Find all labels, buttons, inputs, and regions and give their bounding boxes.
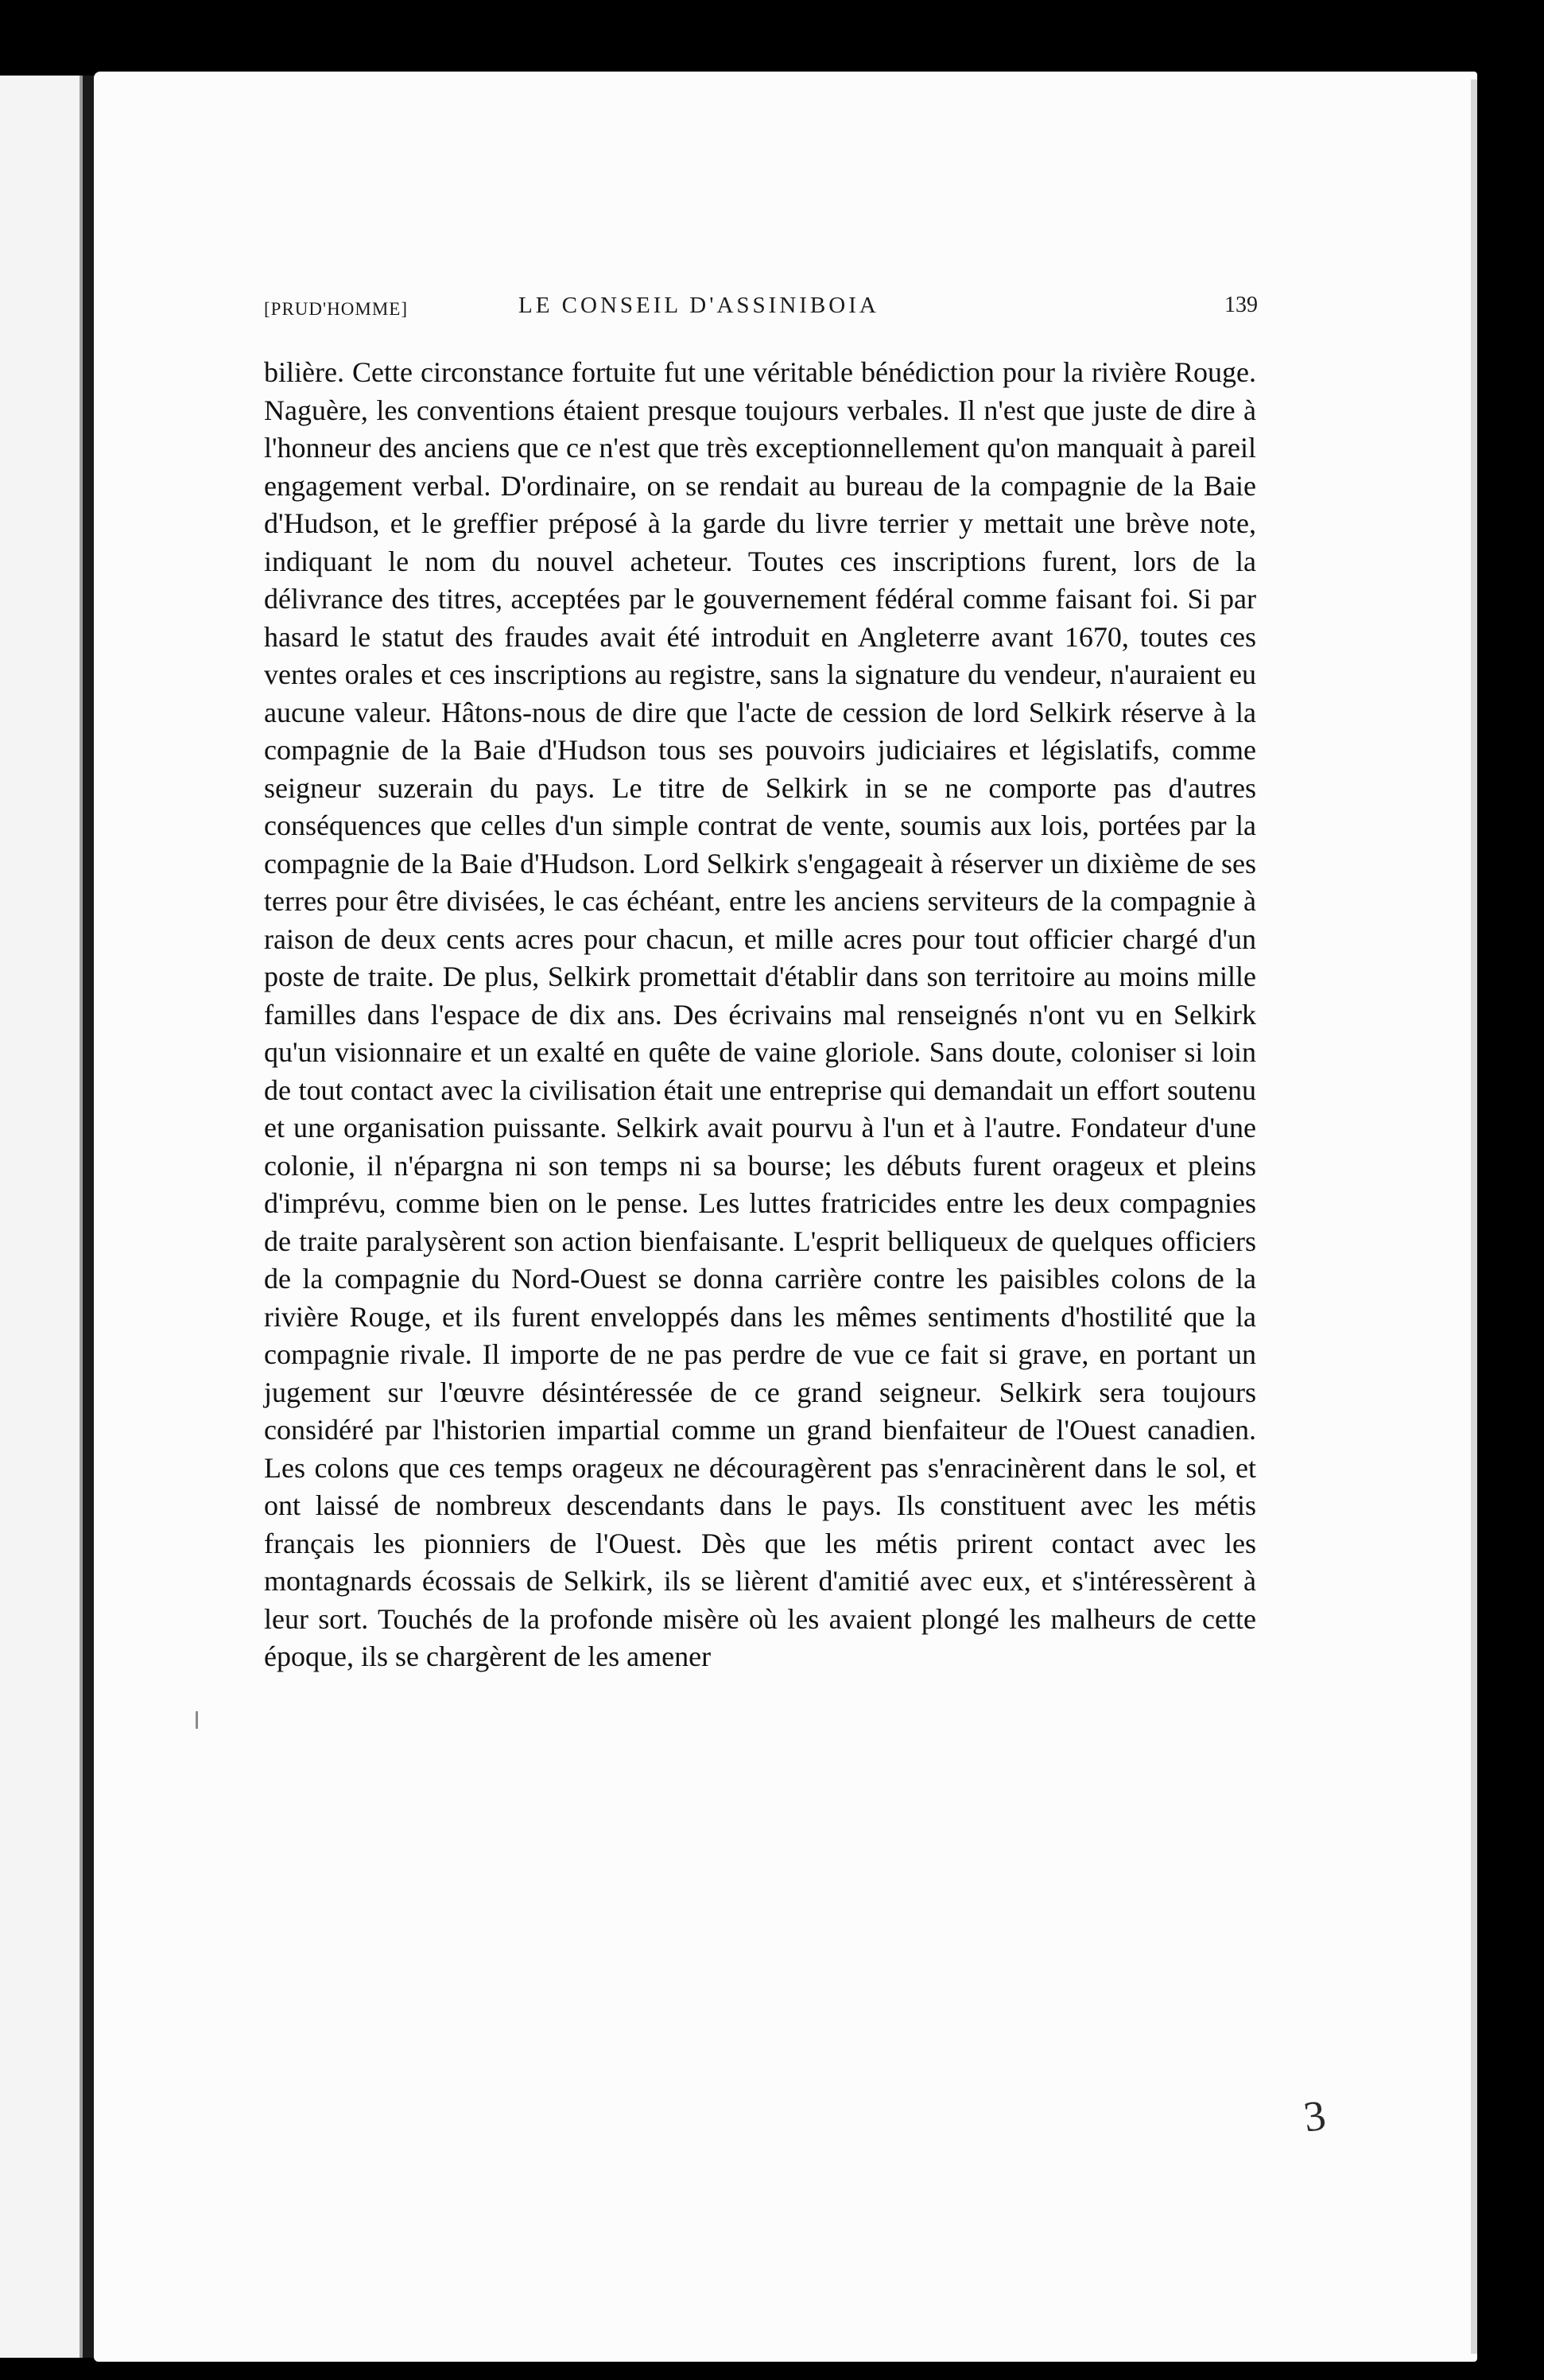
page-number: 139 (1224, 293, 1258, 317)
running-head-title: LE CONSEIL D'ASSINIBOIA (518, 293, 879, 318)
running-head (264, 293, 1258, 324)
facing-page-edge (0, 76, 83, 2358)
handwritten-page-mark: 3 (1300, 2091, 1329, 2141)
running-head-author: [PRUD'HOMME] (264, 299, 408, 319)
body-paragraph: bilière. Cette circonstance fortuite fut une véritable bénédiction pour la rivière Rouge. Naguère, les conventions étaient presque toujours verbales. Il n'est que juste de dire à l'honneur des anciens que ce n'est que très exceptionnellement qu'on manquait à pareil engagement verbal. D'ordinaire, on se rendait au bureau de la compagnie de la Baie d'Hudson, et le greffier préposé à la garde du livre terrier y mettait une brève note, indiquant le nom du nouvel acheteur. Toutes ces inscriptions furent, lors de la délivrance des titres, acceptées par le gouvernement fédéral comme faisant foi. Si par hasard le statut des fraudes avait été introduit en Angleterre avant 1670, toutes ces ventes orales et ces inscriptions au registre, sans la signature du vendeur, n'auraient eu aucune valeur. Hâtons-nous de dire que l'acte de cession de lord Selkirk réserve à la compagnie de la Baie d'Hudson tous ses pouvoirs judiciaires et législatifs, comme seigneur suzerain du pays. Le titre de Selkirk in se ne comporte pas d'autres conséquences que celles d'un simple contrat de vente, soumis aux lois, portées par la compagnie de la Baie d'Hudson. Lord Selkirk s'engageait à réserver un dixième de ses terres pour être divisées, le cas échéant, entre les anciens serviteurs de la compagnie à raison de deux cents acres pour chacun, et mille acres pour tout officier chargé d'un poste de traite. De plus, Selkirk promettait d'établir dans son territoire au moins mille familles dans l'espace de dix ans. Des écrivains mal renseignés n'ont vu en Selkirk qu'un visionnaire et un exalté en quête de vaine gloriole. Sans doute, coloniser si loin de tout contact avec la civilisation était une entreprise qui demandait un effort soutenu et une organisation puissante. Selkirk avait pourvu à l'un et à l'autre. Fondateur d'une colonie, il n'épargna ni son temps ni sa bourse; les débuts furent orageux et pleins d'imprévu, comme bien on le pense. Les luttes fratricides entre les deux compagnies de traite paralysèrent son action bienfaisante. L'esprit belliqueux de quelques officiers de la compagnie du Nord-Ouest se donna carrière contre les paisibles colons de la rivière Rouge, et ils furent enveloppés dans les mêmes sentiments d'hostilité que la compagnie rivale. Il importe de ne pas perdre de vue ce fait si grave, en portant un jugement sur l'œuvre désintéressée de ce grand seigneur. Selkirk sera toujours considéré par l'historien impartial comme un grand bienfaiteur de l'Ouest canadien. Les colons que ces temps orageux ne découragèrent pas s'enracinèrent dans le sol, et ont laissé de nombreux descendants dans le pays. Ils constituent avec les métis français les pionniers de l'Ouest. Dès que les métis prirent contact avec les montagnards écossais de Selkirk, ils se lièrent d'amitié avec eux, et s'intéressèrent à leur sort. Touchés de la profonde misère où les avaient plongé les malheurs de cette époque, ils se chargèrent de les amener (264, 356, 1256, 1672)
page-edge (1471, 80, 1477, 2354)
gutter-shadow (83, 76, 94, 2358)
margin-tick-mark (196, 1711, 198, 1729)
